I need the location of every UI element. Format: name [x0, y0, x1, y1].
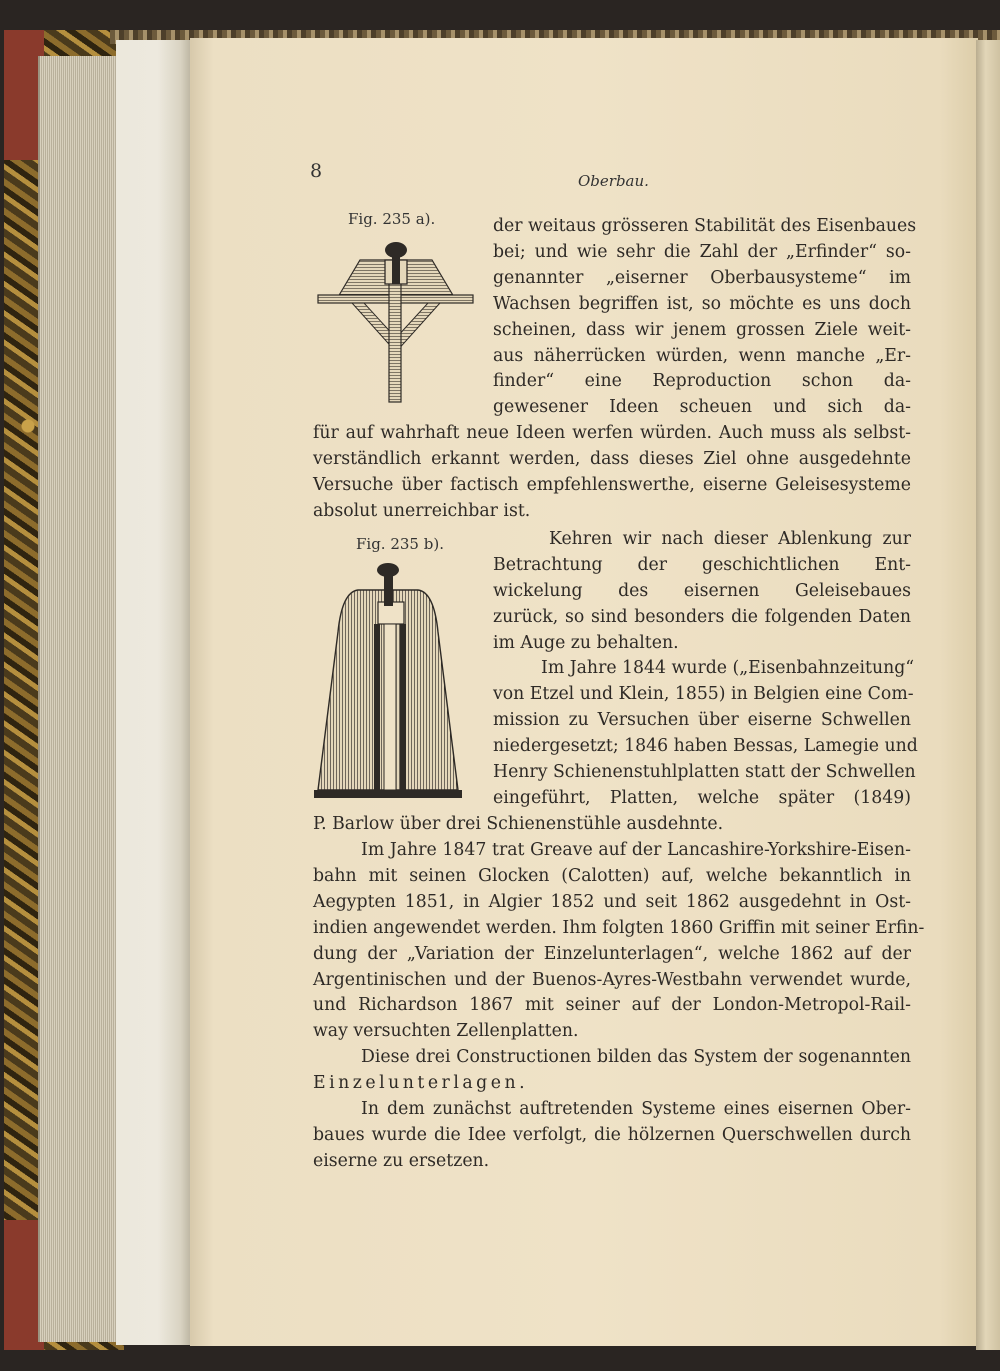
text-line: Einzelunterlagen. — [313, 1072, 529, 1093]
text-line: Versuche über factisch empfehlenswerthe, eiserne Geleisesysteme — [313, 474, 911, 495]
paragraph-1-wrap — [493, 214, 917, 421]
figure-b-caption: Fig. 235 b). — [356, 535, 444, 553]
figure-a-rail-chair-cross-section — [316, 240, 476, 405]
text-line: baues wurde die Idee verfolgt, die hölzernen Querschwellen durch — [313, 1124, 911, 1145]
text-line: Aegypten 1851, in Algier 1852 und seit 1862 ausgedehnt in Ost- — [313, 891, 911, 912]
running-head: Oberbau. — [578, 172, 649, 190]
book-gutter — [116, 40, 192, 1345]
text-line: mission zu Versuchen über eiserne Schwellen — [493, 709, 911, 730]
text-line: Im Jahre 1844 wurde („Eisenbahnzeitung“ — [541, 658, 915, 678]
text-line: dung der „Variation der Einzelunterlagen“, welche 1862 auf der — [313, 943, 911, 964]
text-line: absolut unerreichbar ist. — [313, 500, 531, 521]
paragraph-3 — [493, 656, 918, 811]
text-line: way versuchten Zellenplatten. — [313, 1021, 579, 1042]
page-number: 8 — [310, 160, 323, 182]
text-line: Wachsen begriffen ist, so möchte es uns doch — [493, 293, 911, 314]
text-line: finder“ eine Reproduction schon da- — [493, 371, 911, 392]
text-line: von Etzel und Klein, 1855) in Belgien eine Com- — [493, 683, 914, 704]
text-line: Argentinischen und der Buenos-Ayres-Westbahn verwendet wurde, — [313, 969, 911, 990]
text-line: Diese drei Constructionen bilden das System der sogenannten — [361, 1047, 911, 1067]
text-line: bahn mit seinen Glocken (Calotten) auf, welche bekanntlich in — [313, 865, 911, 886]
text-line: genannter „eiserner Oberbausysteme“ im — [493, 267, 911, 288]
text-line: Kehren wir nach dieser Ablenkung zur — [549, 529, 911, 549]
paragraph-5 — [313, 1045, 911, 1097]
text-line: indien angewendet werden. Ihm folgten 1860 Griffin mit seiner Erfin- — [313, 917, 925, 938]
text-line: wickelung des eisernen Geleisebaues — [493, 580, 911, 601]
text-line: zurück, so sind besonders die folgenden Daten — [493, 606, 911, 627]
text-line: und Richardson 1867 mit seiner auf der London-Metropol-Rail- — [313, 995, 911, 1016]
text-line: gewesener Ideen scheuen und sich da- — [493, 397, 911, 418]
text-line: verständlich erkannt werden, dass dieses Ziel ohne ausgedehnte — [313, 448, 911, 469]
text-line: P. Barlow über drei Schienenstühle ausdehnte. — [313, 814, 724, 834]
text-line: Betrachtung der geschichtlichen Ent- — [493, 554, 911, 575]
text-line: Im Jahre 1847 trat Greave auf der Lancashire-Yorkshire-Eisen- — [361, 840, 911, 860]
paragraph-4 — [313, 838, 925, 1045]
text-line: Henry Schienenstuhlplatten statt der Schwellen — [493, 761, 916, 782]
text-line: eingeführt, Platten, welche später (1849) — [493, 787, 911, 808]
text-line: In dem zunächst auftretenden Systeme eines eisernen Ober- — [361, 1099, 911, 1119]
text-line: eiserne zu ersetzen. — [313, 1150, 490, 1171]
figure-b-rail-bell-cross-section — [312, 562, 464, 802]
paragraph-3-end — [313, 812, 911, 838]
page-edges — [38, 56, 120, 1342]
text-line: niedergesetzt; 1846 haben Bessas, Lamegie und — [493, 735, 918, 756]
text-line: für auf wahrhaft neue Ideen werfen würden. Auch muss als selbst- — [313, 423, 911, 443]
text-line: aus näherrücken würden, wenn manche „Er- — [493, 345, 911, 366]
figure-a-caption: Fig. 235 a). — [348, 210, 436, 228]
text-line: scheinen, dass wir jenem grossen Ziele weit- — [493, 319, 911, 340]
paragraph-6 — [313, 1097, 911, 1175]
text-line: der weitaus grösseren Stabilität des Eisenbaues — [493, 216, 917, 236]
paragraph-2 — [493, 527, 911, 657]
text-line: im Auge zu behalten. — [493, 632, 679, 653]
paragraph-1-full — [313, 421, 911, 525]
page-right-edge — [976, 40, 1000, 1350]
text-line: bei; und wie sehr die Zahl der „Erfinder“ so- — [493, 241, 911, 262]
